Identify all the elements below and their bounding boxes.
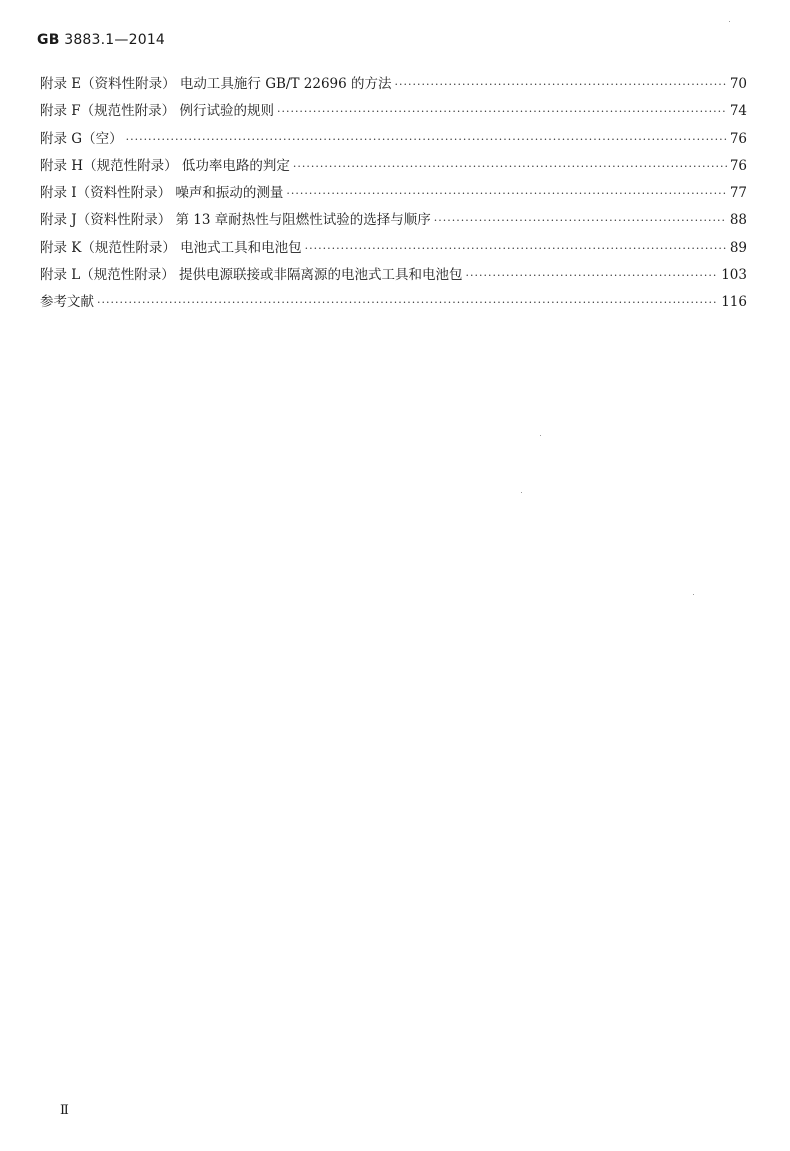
- toc-entry-page: 89: [729, 239, 747, 256]
- toc-entry-page: 74: [729, 103, 747, 120]
- standard-prefix: GB: [37, 32, 60, 48]
- toc-entry-title: 附录 K（规范性附录） 电池式工具和电池包: [40, 239, 302, 256]
- dot-leader: [395, 78, 727, 91]
- toc-entry-page: 77: [729, 185, 747, 202]
- toc-entry-title: 附录 E（资料性附录） 电动工具施行 GB/T 22696 的方法: [40, 76, 392, 92]
- toc-entry-appendix-f[interactable]: [40, 99, 747, 126]
- toc-entry-title: 附录 L（规范性附录） 提供电源联接或非隔离源的电池式工具和电池包: [40, 267, 463, 284]
- standard-number: 3883.1—2014: [64, 32, 166, 48]
- table-of-contents: [40, 72, 747, 318]
- toc-entry-page: 103: [721, 267, 747, 284]
- page-header: [37, 32, 165, 48]
- toc-entry-appendix-g[interactable]: [40, 127, 747, 154]
- toc-entry-appendix-e[interactable]: [40, 72, 747, 99]
- toc-entry-appendix-j[interactable]: [40, 208, 747, 235]
- toc-entry-title: 参考文献: [40, 294, 94, 311]
- toc-entry-appendix-i[interactable]: [40, 181, 747, 208]
- dot-leader: [466, 269, 719, 282]
- toc-entry-title: 附录 J（资料性附录） 第 13 章耐热性与阻燃性试验的选择与顺序: [40, 212, 431, 229]
- toc-entry-title: 附录 H（规范性附录） 低功率电路的判定: [40, 157, 290, 174]
- scan-speck: [540, 435, 541, 436]
- dot-leader: [305, 242, 727, 255]
- toc-entry-page: 70: [729, 76, 747, 92]
- scan-speck: [521, 492, 522, 493]
- toc-entry-title: 附录 I（资料性附录） 噪声和振动的测量: [40, 185, 284, 202]
- dot-leader: [277, 105, 727, 118]
- toc-entry-page: 116: [721, 294, 747, 311]
- toc-entry-appendix-h[interactable]: [40, 154, 747, 181]
- dot-leader: [286, 187, 726, 200]
- dot-leader: [126, 133, 727, 146]
- scan-speck: [729, 21, 730, 22]
- toc-entry-page: 88: [729, 212, 747, 229]
- dot-leader: [97, 296, 718, 309]
- toc-entry-title: 附录 G（空）: [40, 130, 123, 147]
- dot-leader: [434, 214, 727, 227]
- toc-entry-appendix-l[interactable]: [40, 263, 747, 290]
- scan-speck: [693, 594, 694, 595]
- dot-leader: [293, 160, 727, 173]
- toc-entry-references[interactable]: [40, 290, 747, 317]
- toc-entry-appendix-k[interactable]: [40, 236, 747, 263]
- toc-entry-page: 76: [729, 157, 747, 174]
- page-number: Ⅱ: [60, 1103, 69, 1118]
- toc-entry-title: 附录 F（规范性附录） 例行试验的规则: [40, 103, 274, 120]
- toc-entry-page: 76: [729, 130, 747, 147]
